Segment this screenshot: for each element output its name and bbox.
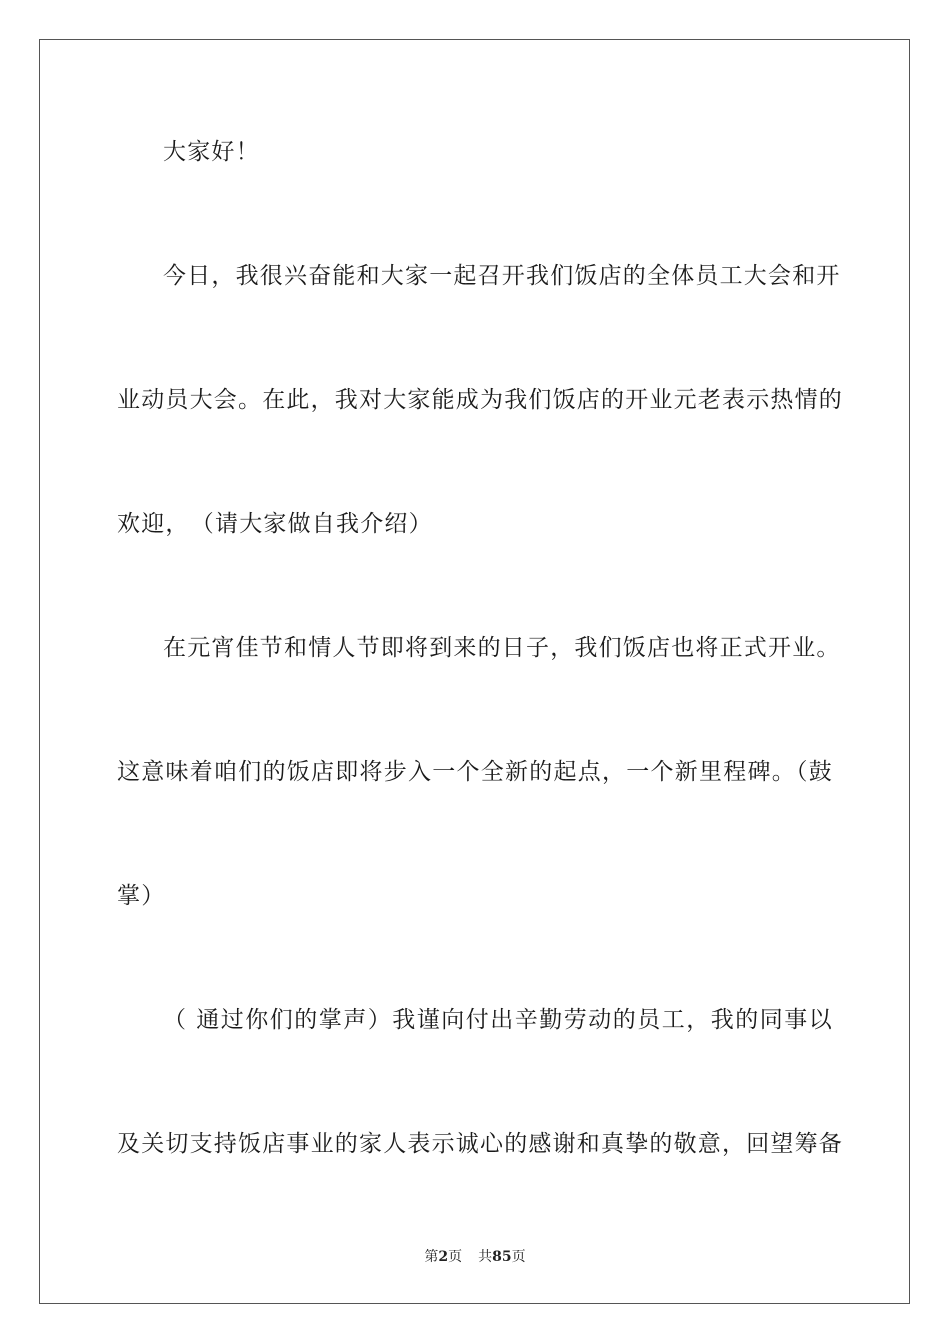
paragraph-3-line-2: 及关切支持饭店事业的家人表示诚心的感谢和真挚的敬意，回望筹备	[117, 1131, 843, 1157]
total-unit: 页	[511, 1249, 526, 1265]
page-footer	[0, 1248, 950, 1266]
page-frame	[39, 39, 910, 1304]
paragraph-1-line-1: 今日，我很兴奋能和大家一起召开我们饭店的全体员工大会和开	[163, 263, 841, 289]
greeting-line	[117, 137, 833, 167]
current-page-number: 2	[438, 1249, 449, 1265]
page-unit: 页	[448, 1249, 463, 1265]
total-prefix: 共	[478, 1249, 493, 1265]
paragraph-2-line-1: 在元宵佳节和情人节即将到来的日子，我们饭店也将正式开业。	[163, 635, 841, 661]
paragraph-2-line-2: 这意味着咱们的饭店即将步入一个全新的起点，一个新里程碑。（鼓	[117, 759, 833, 785]
paragraph-1-line-2: 业动员大会。在此，我对大家能成为我们饭店的开业元老表示热情的	[117, 387, 843, 413]
paragraph-2-line-3: 掌）	[117, 883, 166, 909]
page-prefix: 第	[424, 1249, 439, 1265]
paragraph-1-line-3: 欢迎， （请大家做自我介绍）	[117, 511, 433, 537]
total-page-number: 85	[492, 1249, 512, 1265]
paragraph-3-line-1: （ 通过你们的掌声）我谨向付出辛勤劳动的员工，我的同事以	[163, 1007, 833, 1033]
paragraph-text: 大家好！	[163, 139, 260, 165]
